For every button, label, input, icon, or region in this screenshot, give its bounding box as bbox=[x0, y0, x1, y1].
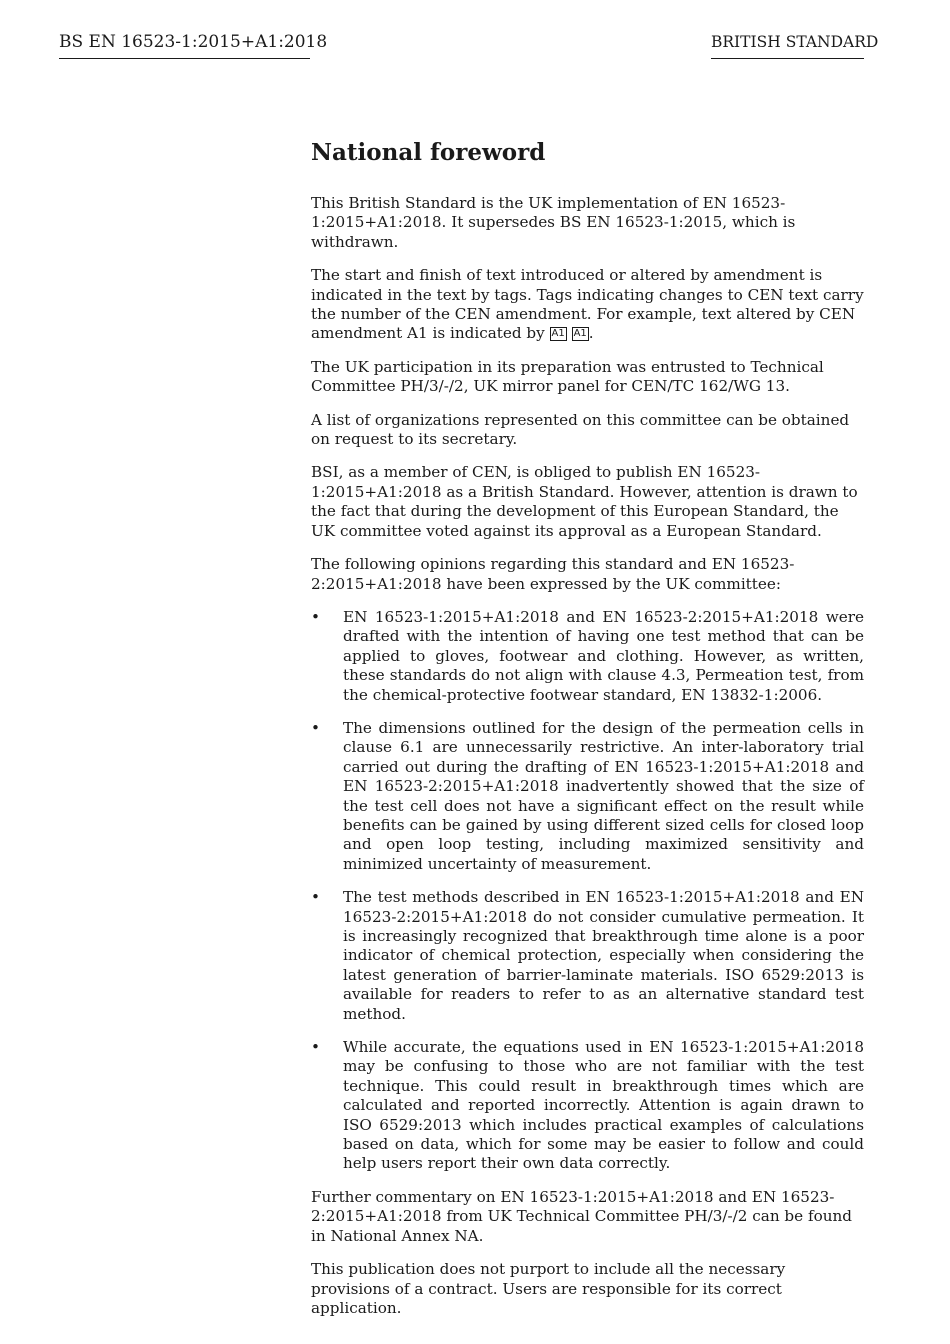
paragraph-amendment-text: The start and finish of text introduced or altered by amendment is indicated in the text by tags. Tags indicating changes to CEN text carry the number of the CEN amendment. For example, text altered by CEN amendment A1 is indicated by bbox=[311, 266, 864, 343]
list-item-text: The dimensions outlined for the design of the permeation cells in clause 6.1 are unnecessarily restrictive. An inter-laboratory trial carried out during the drafting of EN 16523-1:2015+A1:2018 and EN 16523-2:2015+A1:2018 inadvertently showed that the size of the test cell does not have a significant effect on the result while benefits can be gained by using different sized cells for closed loop and open loop testing, including maximized sensitivity and minimized uncertainty of measurement. bbox=[343, 718, 864, 873]
paragraph-further-commentary: Further commentary on EN 16523-1:2015+A1:2018 and EN 16523-2:2015+A1:2018 from UK Technical Committee PH/3/-/2 can be found in National Annex NA. bbox=[311, 1187, 853, 1245]
bullet-icon: • bbox=[311, 607, 320, 626]
amendment-end-tag: A1 bbox=[573, 328, 587, 340]
amendment-end-punct: . bbox=[588, 324, 594, 343]
foreword-content bbox=[311, 138, 864, 1332]
list-item-text: EN 16523-1:2015+A1:2018 and EN 16523-2:2015+A1:2018 were drafted with the intention of having one test method that can be applied to gloves, footwear and clothing. However, as written, these standards do not align with clause 4.3, Permeation test, from the chemical-protective footwear standard, EN 13832-1:2006. bbox=[343, 607, 864, 704]
bullet-icon: • bbox=[311, 718, 320, 737]
paragraph-participation: The UK participation in its preparation was entrusted to Technical Committee PH/3/-/2, UK mirror panel for CEN/TC 162/WG 13. bbox=[311, 357, 824, 396]
paragraph-implementation: This British Standard is the UK implementation of EN 16523-1:2015+A1:2018. It supersedes BS EN 16523-1:2015, which is withdrawn. bbox=[311, 194, 796, 251]
amendment-start-tag: A1 bbox=[551, 328, 565, 340]
paragraph-contract-disclaimer: This publication does not purport to include all the necessary provisions of a contract. Users are responsible for its correct application. bbox=[311, 1260, 786, 1317]
page-title: National foreword bbox=[311, 139, 546, 166]
bullet-icon: • bbox=[311, 1038, 320, 1057]
list-item-text: The test methods described in EN 16523-1:2015+A1:2018 and EN 16523-2:2015+A1:2018 do not consider cumulative permeation. It is increasingly recognized that breakthrough time alone is a poor indicator of chemical protection, especially when considering the latest generation of barrier-laminate materials. ISO 6529:2013 is available for readers to refer to as an alternative standard test method. bbox=[343, 888, 864, 1023]
bullet-icon: • bbox=[311, 888, 320, 907]
opinions-list bbox=[311, 608, 864, 1174]
header-publisher: BRITISH STANDARD bbox=[711, 31, 864, 59]
list-item bbox=[311, 1038, 864, 1174]
paragraph-amendment-tags bbox=[311, 266, 864, 344]
header-document-id: BS EN 16523-1:2015+A1:2018 bbox=[59, 31, 310, 59]
paragraph-opinions-intro: The following opinions regarding this standard and EN 16523-2:2015+A1:2018 have been expressed by the UK committee: bbox=[311, 555, 795, 593]
list-item bbox=[311, 719, 864, 874]
paragraph-organizations: A list of organizations represented on this committee can be obtained on request to its secretary. bbox=[311, 410, 850, 449]
list-item bbox=[311, 608, 864, 705]
paragraph-bsi-obligation: BSI, as a member of CEN, is obliged to publish EN 16523-1:2015+A1:2018 as a British Standard. However, attention is drawn to the fact that during the development of this European Standard, the UK committee voted against its approval as a European Standard. bbox=[311, 463, 858, 540]
list-item bbox=[311, 888, 864, 1024]
list-item-text: While accurate, the equations used in EN 16523-1:2015+A1:2018 may be confusing to those who are not familiar with the test technique. This could result in breakthrough times which are calculated and reported incorrectly. Attention is again drawn to ISO 6529:2013 which includes practical examples of calculations based on data, which for some may be easier to follow and could help users report their own data correctly. bbox=[343, 1038, 864, 1173]
